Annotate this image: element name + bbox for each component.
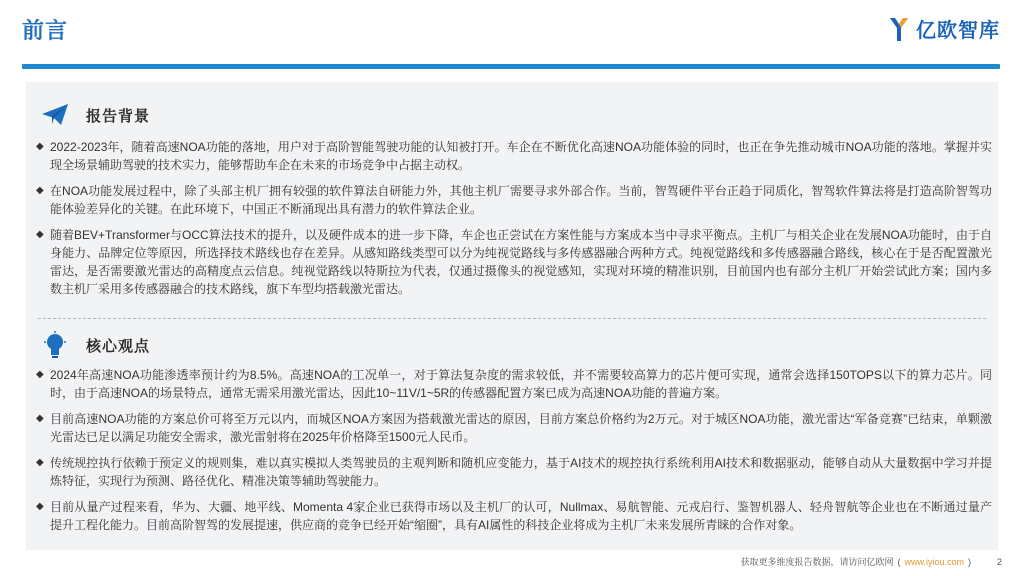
diamond-bullet-icon: ◆ xyxy=(36,413,44,424)
section-divider xyxy=(38,318,986,319)
footer-text: 获取更多维度报告数据，请访问亿欧网 xyxy=(740,557,894,567)
yiou-logo-icon xyxy=(888,15,910,43)
section-heading-background xyxy=(40,100,150,130)
lightbulb-icon xyxy=(40,330,70,360)
diamond-bullet-icon: ◆ xyxy=(36,369,44,380)
diamond-bullet-icon: ◆ xyxy=(36,501,44,512)
section-heading-core-views xyxy=(40,330,150,360)
diamond-bullet-icon: ◆ xyxy=(36,141,44,152)
logo xyxy=(888,14,1000,43)
list-item xyxy=(36,366,992,402)
bullet-text: 2022-2023年，随着高速NOA功能的落地，用户对于高阶智能驾驶功能的认知被打开。车企在不断优化高速NOA功能体验的同时，也正在争先推动城市NOA功能的落地。掌握并实现全场景辅助驾驶的技术实力，能够帮助车企在未来的市场竞争中占据主动权。 xyxy=(50,140,992,172)
bullet-text: 2024年高速NOA功能渗透率预计约为8.5%。高速NOA的工况单一，对于算法复杂度的需求较低，并不需要较高算力的芯片便可实现，通常会选择150TOPS以下的算力芯片。同时，由于高速NOA的场景特点，通常无需采用激光雷达，因此10~11V/1~5R的传感器配置方案已成为高速NOA功能的普遍方案。 xyxy=(50,368,992,400)
page-number: 2 xyxy=(996,556,1002,567)
header-rule xyxy=(22,64,1000,69)
section-title: 核心观点 xyxy=(86,337,151,355)
footer-link[interactable]: www.iyiou.com xyxy=(904,556,964,567)
section-title: 报告背景 xyxy=(86,107,151,125)
bullet-text: 在NOA功能发展过程中，除了头部主机厂拥有较强的软件算法自研能力外，其他主机厂需要寻求外部合作。当前，智驾硬件平台正趋于同质化，智驾软件算法将是打造高阶智驾功能体验差异化的关键。在此环境下，中国正不断涌现出具有潜力的软件算法企业。 xyxy=(50,184,992,216)
diamond-bullet-icon: ◆ xyxy=(36,457,44,468)
list-item xyxy=(36,226,992,298)
page-title: 前言 xyxy=(22,18,69,43)
diamond-bullet-icon: ◆ xyxy=(36,185,44,196)
list-item xyxy=(36,138,992,174)
content-panel xyxy=(26,82,998,550)
list-item xyxy=(36,498,992,534)
bullet-text: 随着BEV+Transformer与OCC算法技术的提升，以及硬件成本的进一步下降，车企也正尝试在方案性能与方案成本当中寻求平衡点。主机厂与相关企业在发展NOA功能时，由于自身能力、品牌定位等原因，所选择技术路线也存在差异。从感知路线类型可以分为纯视觉路线与多传感器融合两种方式。纯视觉路线和多传感器融合路线，核心在于是否配置激光雷达，是否需要激光雷达的高精度点云信息。纯视觉路线以特斯拉为代表，仅通过摄像头的视觉感知，实现对环境的精准识别，目前国内也有部分主机厂开始尝试此方案；国内多数主机厂采用多传感器融合的技术路线，旗下车型均搭载激光雷达。 xyxy=(50,228,992,296)
bullet-text: 目前高速NOA功能的方案总价可将至万元以内，而城区NOA方案因为搭载激光雷达的原因，目前方案总价格约为2万元。对于城区NOA功能，激光雷达“军备竞赛”已结束，单颗激光雷达已足以满足功能安全需求，激光雷射将在2025年价格降至1500元人民币。 xyxy=(50,412,992,444)
logo-text: 亿欧智库 xyxy=(916,20,1000,42)
list-item xyxy=(36,410,992,446)
background-bullet-list xyxy=(36,138,992,306)
diamond-bullet-icon: ◆ xyxy=(36,229,44,240)
bullet-text: 目前从量产过程来看，华为、大疆、地平线、Momenta 4家企业已获得市场以及主机厂的认可，Nullmax、易航智能、元戎启行、鉴智机器人、轻舟智航等企业也在不断通过量产提升工程化能力。目前高阶智驾的发展提速，供应商的竞争已经开始“缩圈”，具有AI属性的科技企业将成为主机厂未来发展所青睐的合作对象。 xyxy=(50,500,992,532)
page-footer: 获取更多维度报告数据，请访问亿欧网 ( www.iyiou.com ) 2 xyxy=(740,556,1002,567)
bullet-text: 传统规控执行依赖于预定义的规则集，难以真实模拟人类驾驶员的主观判断和随机应变能力，基于AI技术的规控执行系统利用AI技术和数据驱动，能够自动从大量数据中学习并提炼特征，实现行为预测、路径优化、精准决策等辅助驾驶能力。 xyxy=(50,456,992,488)
list-item xyxy=(36,182,992,218)
core-views-bullet-list xyxy=(36,366,992,542)
list-item xyxy=(36,454,992,490)
paper-plane-icon xyxy=(40,100,70,130)
